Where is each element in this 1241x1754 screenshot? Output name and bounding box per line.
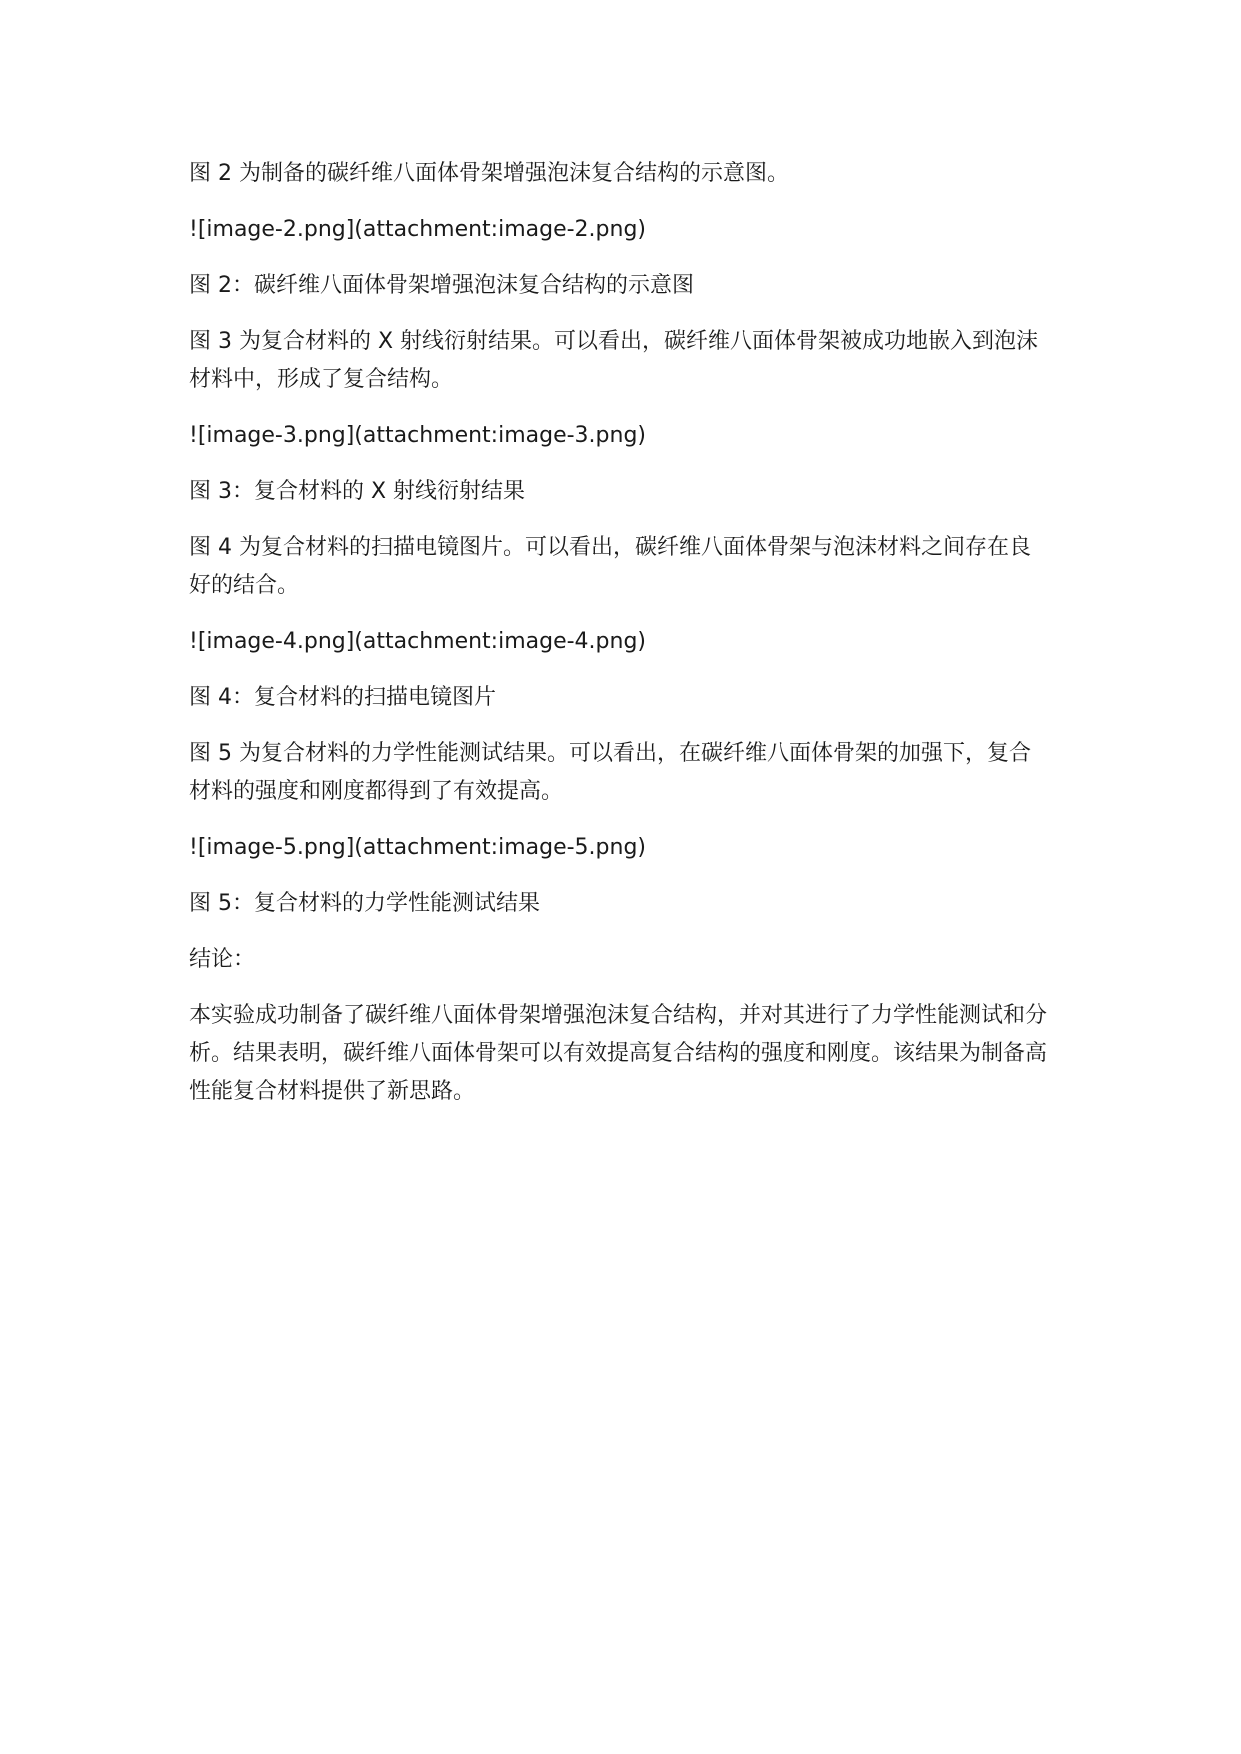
fig2-intro-text: 图 2 为制备的碳纤维八面体骨架增强泡沫复合结构的示意图。 — [189, 161, 789, 186]
fig3-intro-text: 图 3 为复合材料的 X 射线衍射结果。可以看出，碳纤维八面体骨架被成功地嵌入到泡沫材料中，形成了复合结构。 — [189, 329, 1039, 392]
fig5-intro-text: 图 5 为复合材料的力学性能测试结果。可以看出，在碳纤维八面体骨架的加强下，复合材料的强度和刚度都得到了有效提高。 — [189, 741, 1031, 804]
fig5-caption: 图 5：复合材料的力学性能测试结果 — [189, 891, 540, 916]
fig4-intro-text: 图 4 为复合材料的扫描电镜图片。可以看出，碳纤维八面体骨架与泡沫材料之间存在良好的结合。 — [189, 535, 1031, 598]
fig2-image-link: ![image-2.png](attachment:image-2.png) — [189, 217, 647, 242]
fig3-caption: 图 3：复合材料的 X 射线衍射结果 — [189, 479, 526, 504]
fig4-caption: 图 4：复合材料的扫描电镜图片 — [189, 685, 496, 710]
conclusion-heading: 结论： — [189, 947, 256, 972]
fig4-image-link: ![image-4.png](attachment:image-4.png) — [189, 629, 647, 654]
document-body — [189, 155, 1049, 1129]
fig5-image-link: ![image-5.png](attachment:image-5.png) — [189, 835, 647, 860]
fig3-image-link: ![image-3.png](attachment:image-3.png) — [189, 423, 647, 448]
fig2-caption: 图 2：碳纤维八面体骨架增强泡沫复合结构的示意图 — [189, 273, 694, 298]
conclusion-text: 本实验成功制备了碳纤维八面体骨架增强泡沫复合结构，并对其进行了力学性能测试和分析。结果表明，碳纤维八面体骨架可以有效提高复合结构的强度和刚度。该结果为制备高性能复合材料提供了新思路。 — [189, 1003, 1048, 1104]
